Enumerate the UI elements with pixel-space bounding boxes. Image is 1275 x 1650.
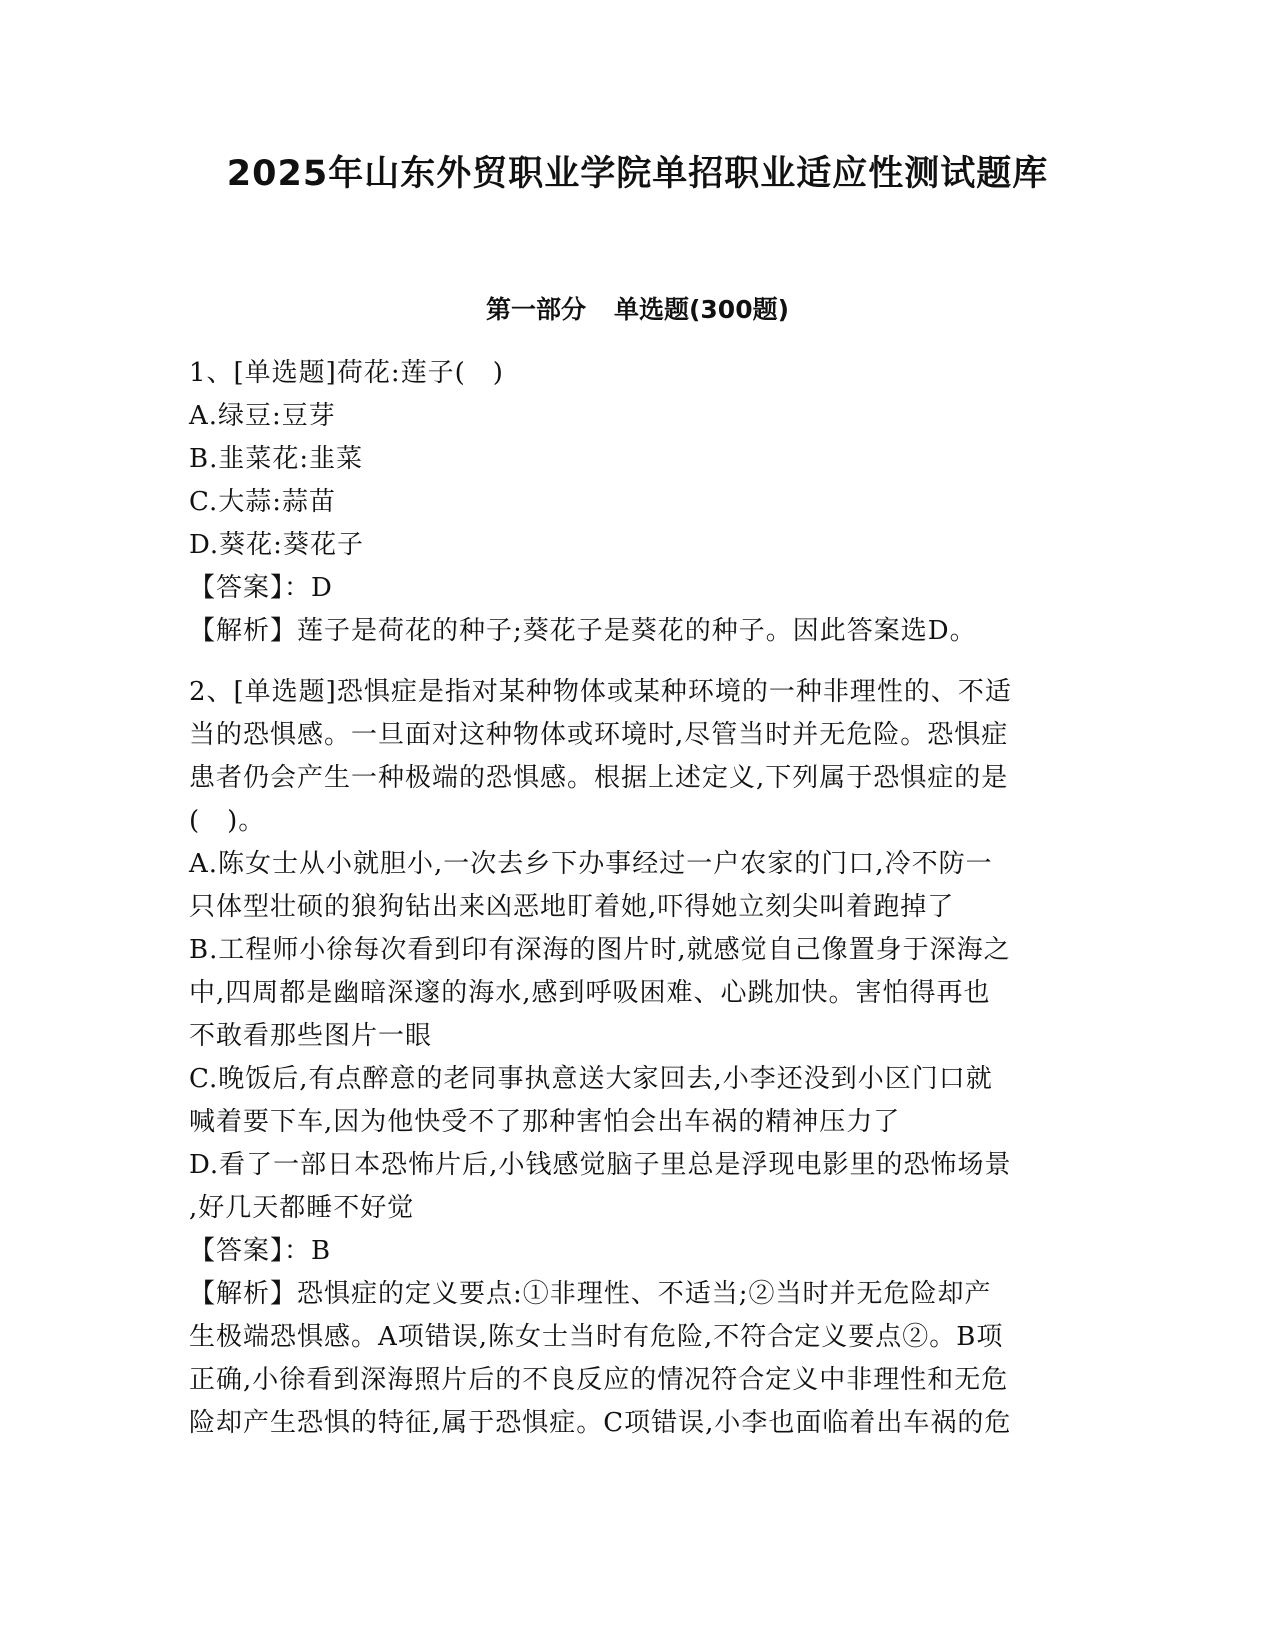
question-2-analysis-line: 生极端恐惧感。A项错误,陈女士当时有危险,不符合定义要点②。B项 <box>189 1322 1004 1352</box>
question-list <box>189 352 1089 1445</box>
question-2-option-d: ,好几天都睡不好觉 <box>189 1193 415 1223</box>
question-1-option-a: A.绿豆:豆芽 <box>189 401 336 431</box>
question-2-stem-line: 2、[单选题]恐惧症是指对某种物体或某种环境的一种非理性的、不适 <box>189 677 1012 707</box>
question-2-option-a: A.陈女士从小就胆小,一次去乡下办事经过一户农家的门口,冷不防一 <box>189 849 993 879</box>
question-2-analysis-line: 【解析】恐惧症的定义要点:①非理性、不适当;②当时并无危险却产 <box>189 1279 992 1309</box>
question-2-option-b: 中,四周都是幽暗深邃的海水,感到呼吸困难、心跳加快。害怕得再也 <box>189 978 991 1008</box>
question-2-option-c: 喊着要下车,因为他快受不了那种害怕会出车祸的精神压力了 <box>189 1107 901 1137</box>
question-2-stem-line: ( )。 <box>189 806 266 836</box>
section-name: 单选题(300题) <box>613 295 790 324</box>
question-1-stem: 1、[单选题]荷花:莲子( ) <box>189 358 504 388</box>
question-1-option-c: C.大蒜:蒜苗 <box>189 487 336 517</box>
section-part: 第一部分 <box>485 295 586 324</box>
section-heading <box>0 290 1275 326</box>
document-title: 2025年山东外贸职业学院单招职业适应性测试题库 <box>226 154 1049 194</box>
question-1-answer: 【答案】：D <box>189 573 333 603</box>
question-1-option-b: B.韭菜花:韭菜 <box>189 444 364 474</box>
question-2-analysis-line: 险却产生恐惧的特征,属于恐惧症。C项错误,小李也面临着出车祸的危 <box>189 1408 1012 1438</box>
question-1-option-d: D.葵花:葵花子 <box>189 530 364 560</box>
question-2-answer: 【答案】：B <box>189 1236 332 1266</box>
question-2-analysis-line: 正确,小徐看到深海照片后的不良反应的情况符合定义中非理性和无危 <box>189 1365 1009 1395</box>
question-2-stem-line: 患者仍会产生一种极端的恐惧感。根据上述定义,下列属于恐惧症的是 <box>189 763 1009 793</box>
question-1-analysis: 【解析】莲子是荷花的种子;葵花子是葵花的种子。因此答案选D。 <box>189 616 977 646</box>
question-2-stem-line: 当的恐惧感。一旦面对这种物体或环境时,尽管当时并无危险。恐惧症 <box>189 720 1009 750</box>
question-2-option-c: C.晚饭后,有点醉意的老同事执意送大家回去,小李还没到小区门口就 <box>189 1064 993 1094</box>
question-2-option-d: D.看了一部日本恐怖片后,小钱感觉脑子里总是浮现电影里的恐怖场景 <box>189 1150 1012 1180</box>
question-2 <box>189 671 1089 1445</box>
question-1 <box>189 352 1089 653</box>
question-2-option-a: 只体型壮硕的狼狗钻出来凶恶地盯着她,吓得她立刻尖叫着跑掉了 <box>189 892 955 922</box>
question-2-option-b: 不敢看那些图片一眼 <box>189 1021 433 1051</box>
question-2-option-b: B.工程师小徐每次看到印有深海的图片时,就感觉自己像置身于深海之 <box>189 935 1011 965</box>
